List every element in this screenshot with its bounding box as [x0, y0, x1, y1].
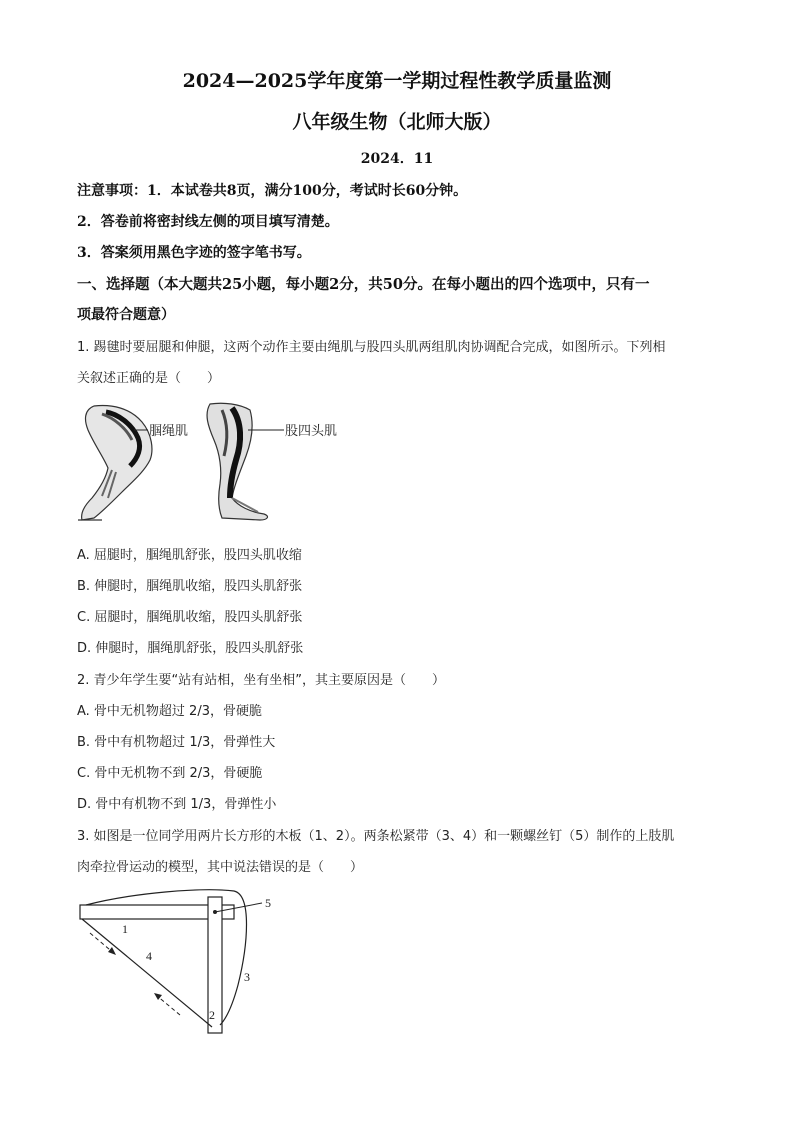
note-1: 注意事项：1．本试卷共8页，满分100分，考试时长60分钟。	[77, 183, 468, 199]
bent-leg-illustration	[78, 406, 152, 520]
label-2: 2	[209, 1008, 215, 1022]
hamstring-label: 腘绳肌	[149, 424, 189, 439]
q1-leg-figure	[72, 400, 352, 525]
q2-option-b[interactable]: B. 骨中有机物超过 1/3，骨弹性大	[77, 735, 276, 750]
label-1: 1	[122, 922, 128, 936]
section-heading-line2: 项最符合题意）	[77, 307, 175, 323]
q1-option-b[interactable]: B. 伸腿时，腘绳肌收缩，股四头肌舒张	[77, 579, 303, 594]
exam-subtitle: 八年级生物（北师大版）	[292, 111, 502, 133]
q2-stem: 2. 青少年学生要“站有站相，坐有坐相”，其主要原因是（ ）	[77, 673, 446, 688]
q2-option-a[interactable]: A. 骨中无机物超过 2/3，骨硬脆	[77, 704, 262, 719]
q1-stem-line1: 1. 踢毽时要屈腿和伸腿，这两个动作主要由绳肌与股四头肌两组肌肉协调配合完成，如图所示。下列相	[77, 340, 666, 355]
label-4: 4	[146, 949, 152, 963]
q3-model-figure	[72, 885, 292, 1040]
label-5: 5	[265, 896, 271, 910]
q2-option-d[interactable]: D. 骨中有机物不到 1/3，骨弹性小	[77, 797, 277, 812]
q1-option-d[interactable]: D. 伸腿时，腘绳肌舒张，股四头肌舒张	[77, 641, 304, 656]
quadriceps-label: 股四头肌	[285, 424, 338, 439]
q1-option-a[interactable]: A. 屈腿时，腘绳肌舒张，股四头肌收缩	[77, 548, 302, 563]
note-2: 2．答卷前将密封线左侧的项目填写清楚。	[77, 214, 339, 230]
q2-option-c[interactable]: C. 骨中无机物不到 2/3，骨硬脆	[77, 766, 263, 781]
straight-leg-illustration	[207, 403, 267, 520]
exam-title: 2024—2025学年度第一学期过程性教学质量监测	[182, 70, 612, 92]
section-heading-line1: 一、选择题（本大题共25小题，每小题2分，共50分。在每小题出的四个选项中，只有一	[77, 276, 650, 293]
q1-stem-line2: 关叙述正确的是（ ）	[77, 371, 221, 386]
q3-stem-line2: 肉牵拉骨运动的模型，其中说法错误的是（ ）	[77, 860, 364, 875]
exam-date: 2024．11	[360, 151, 434, 167]
q3-stem-line1: 3. 如图是一位同学用两片长方形的木板（1、2）。两条松紧带（3、4）和一颗螺丝钉（5）制作的上肢肌	[77, 829, 675, 844]
band-4	[82, 919, 212, 1027]
q1-option-c[interactable]: C. 屈腿时，腘绳肌收缩，股四头肌舒张	[77, 610, 303, 625]
note-3: 3．答案须用黑色字迹的签字笔书写。	[77, 245, 311, 261]
label-3: 3	[244, 970, 250, 984]
